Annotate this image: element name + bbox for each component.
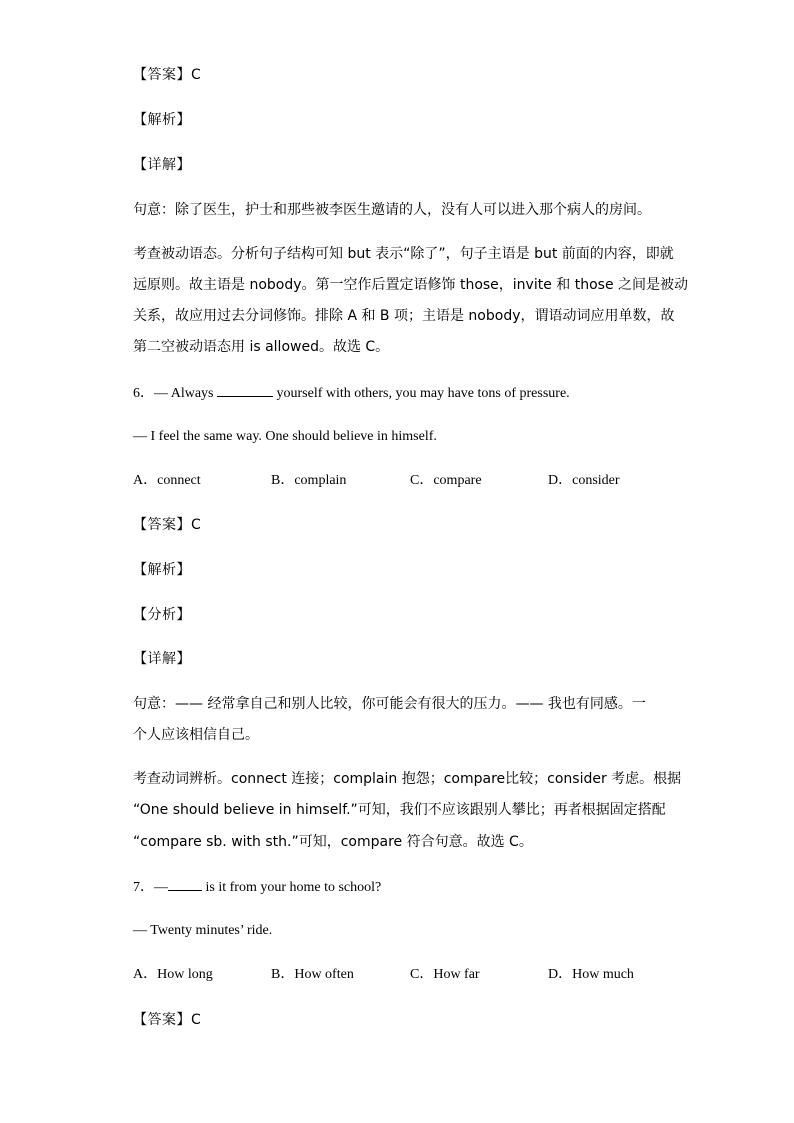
question-7-stem-start: 7．— [133, 880, 168, 895]
answer-blank [168, 876, 202, 891]
sentence-meaning: 个人应该相信自己。 [133, 727, 259, 743]
question-7-reply: — Twenty minutes’ ride. [133, 923, 273, 938]
option-b: B．complain [271, 473, 347, 488]
sentence-meaning: 句意：除了医生，护士和那些被李医生邀请的人，没有人可以进入那个病人的房间。 [133, 202, 651, 218]
answer-label: 【答案】C [133, 1012, 202, 1028]
answer-blank [217, 382, 273, 397]
option-c: C．compare [410, 473, 482, 488]
detail-label: 【详解】 [133, 157, 191, 173]
option-c: C．How far [410, 967, 480, 982]
option-a: A．connect [133, 473, 201, 488]
option-a: A．How long [133, 967, 213, 982]
explanation-line: 第二空被动语态用 is allowed。故选 C。 [133, 339, 390, 355]
fenxi-label: 【分析】 [133, 607, 191, 623]
question-6-stem [133, 382, 673, 404]
explanation-line: 考查被动语态。分析句子结构可知 but 表示“除了”，句子主语是 but 前面的内容，即就 [133, 246, 674, 262]
answer-label: 【答案】C [133, 517, 202, 533]
sentence-meaning: 句意：—— 经常拿自己和别人比较，你可能会有很大的压力。—— 我也有同感。一 [133, 696, 646, 712]
question-6-stem-end: yourself with others, you may have tons of pressure. [273, 386, 570, 401]
option-d: D．consider [548, 473, 620, 488]
question-7-stem-end: is it from your home to school? [202, 880, 382, 895]
analysis-label: 【解析】 [133, 562, 191, 578]
option-b: B．How often [271, 967, 354, 982]
question-7-stem [133, 876, 673, 898]
explanation-line: “compare sb. with sth.”可知，compare 符合句意。故选 C。 [133, 834, 533, 850]
analysis-label: 【解析】 [133, 112, 191, 128]
detail-label: 【详解】 [133, 651, 191, 667]
explanation-line: 关系，故应用过去分词修饰。排除 A 和 B 项；主语是 nobody，谓语动词应用单数，故 [133, 308, 675, 324]
question-6-reply: — I feel the same way. One should believe in himself. [133, 429, 437, 444]
explanation-line: 远原则。故主语是 nobody。第一空作后置定语修饰 those，invite 和 those 之间是被动 [133, 277, 689, 293]
question-6-stem-start: 6．— Always [133, 386, 217, 401]
explanation-line: 考查动词辨析。connect 连接；complain 抱怨；compare比较；consider 考虑。根据 [133, 771, 682, 787]
explanation-line: “One should believe in himself.”可知，我们不应该跟别人攀比；再者根据固定搭配 [133, 802, 666, 818]
answer-label: 【答案】C [133, 67, 202, 83]
option-d: D．How much [548, 967, 634, 982]
